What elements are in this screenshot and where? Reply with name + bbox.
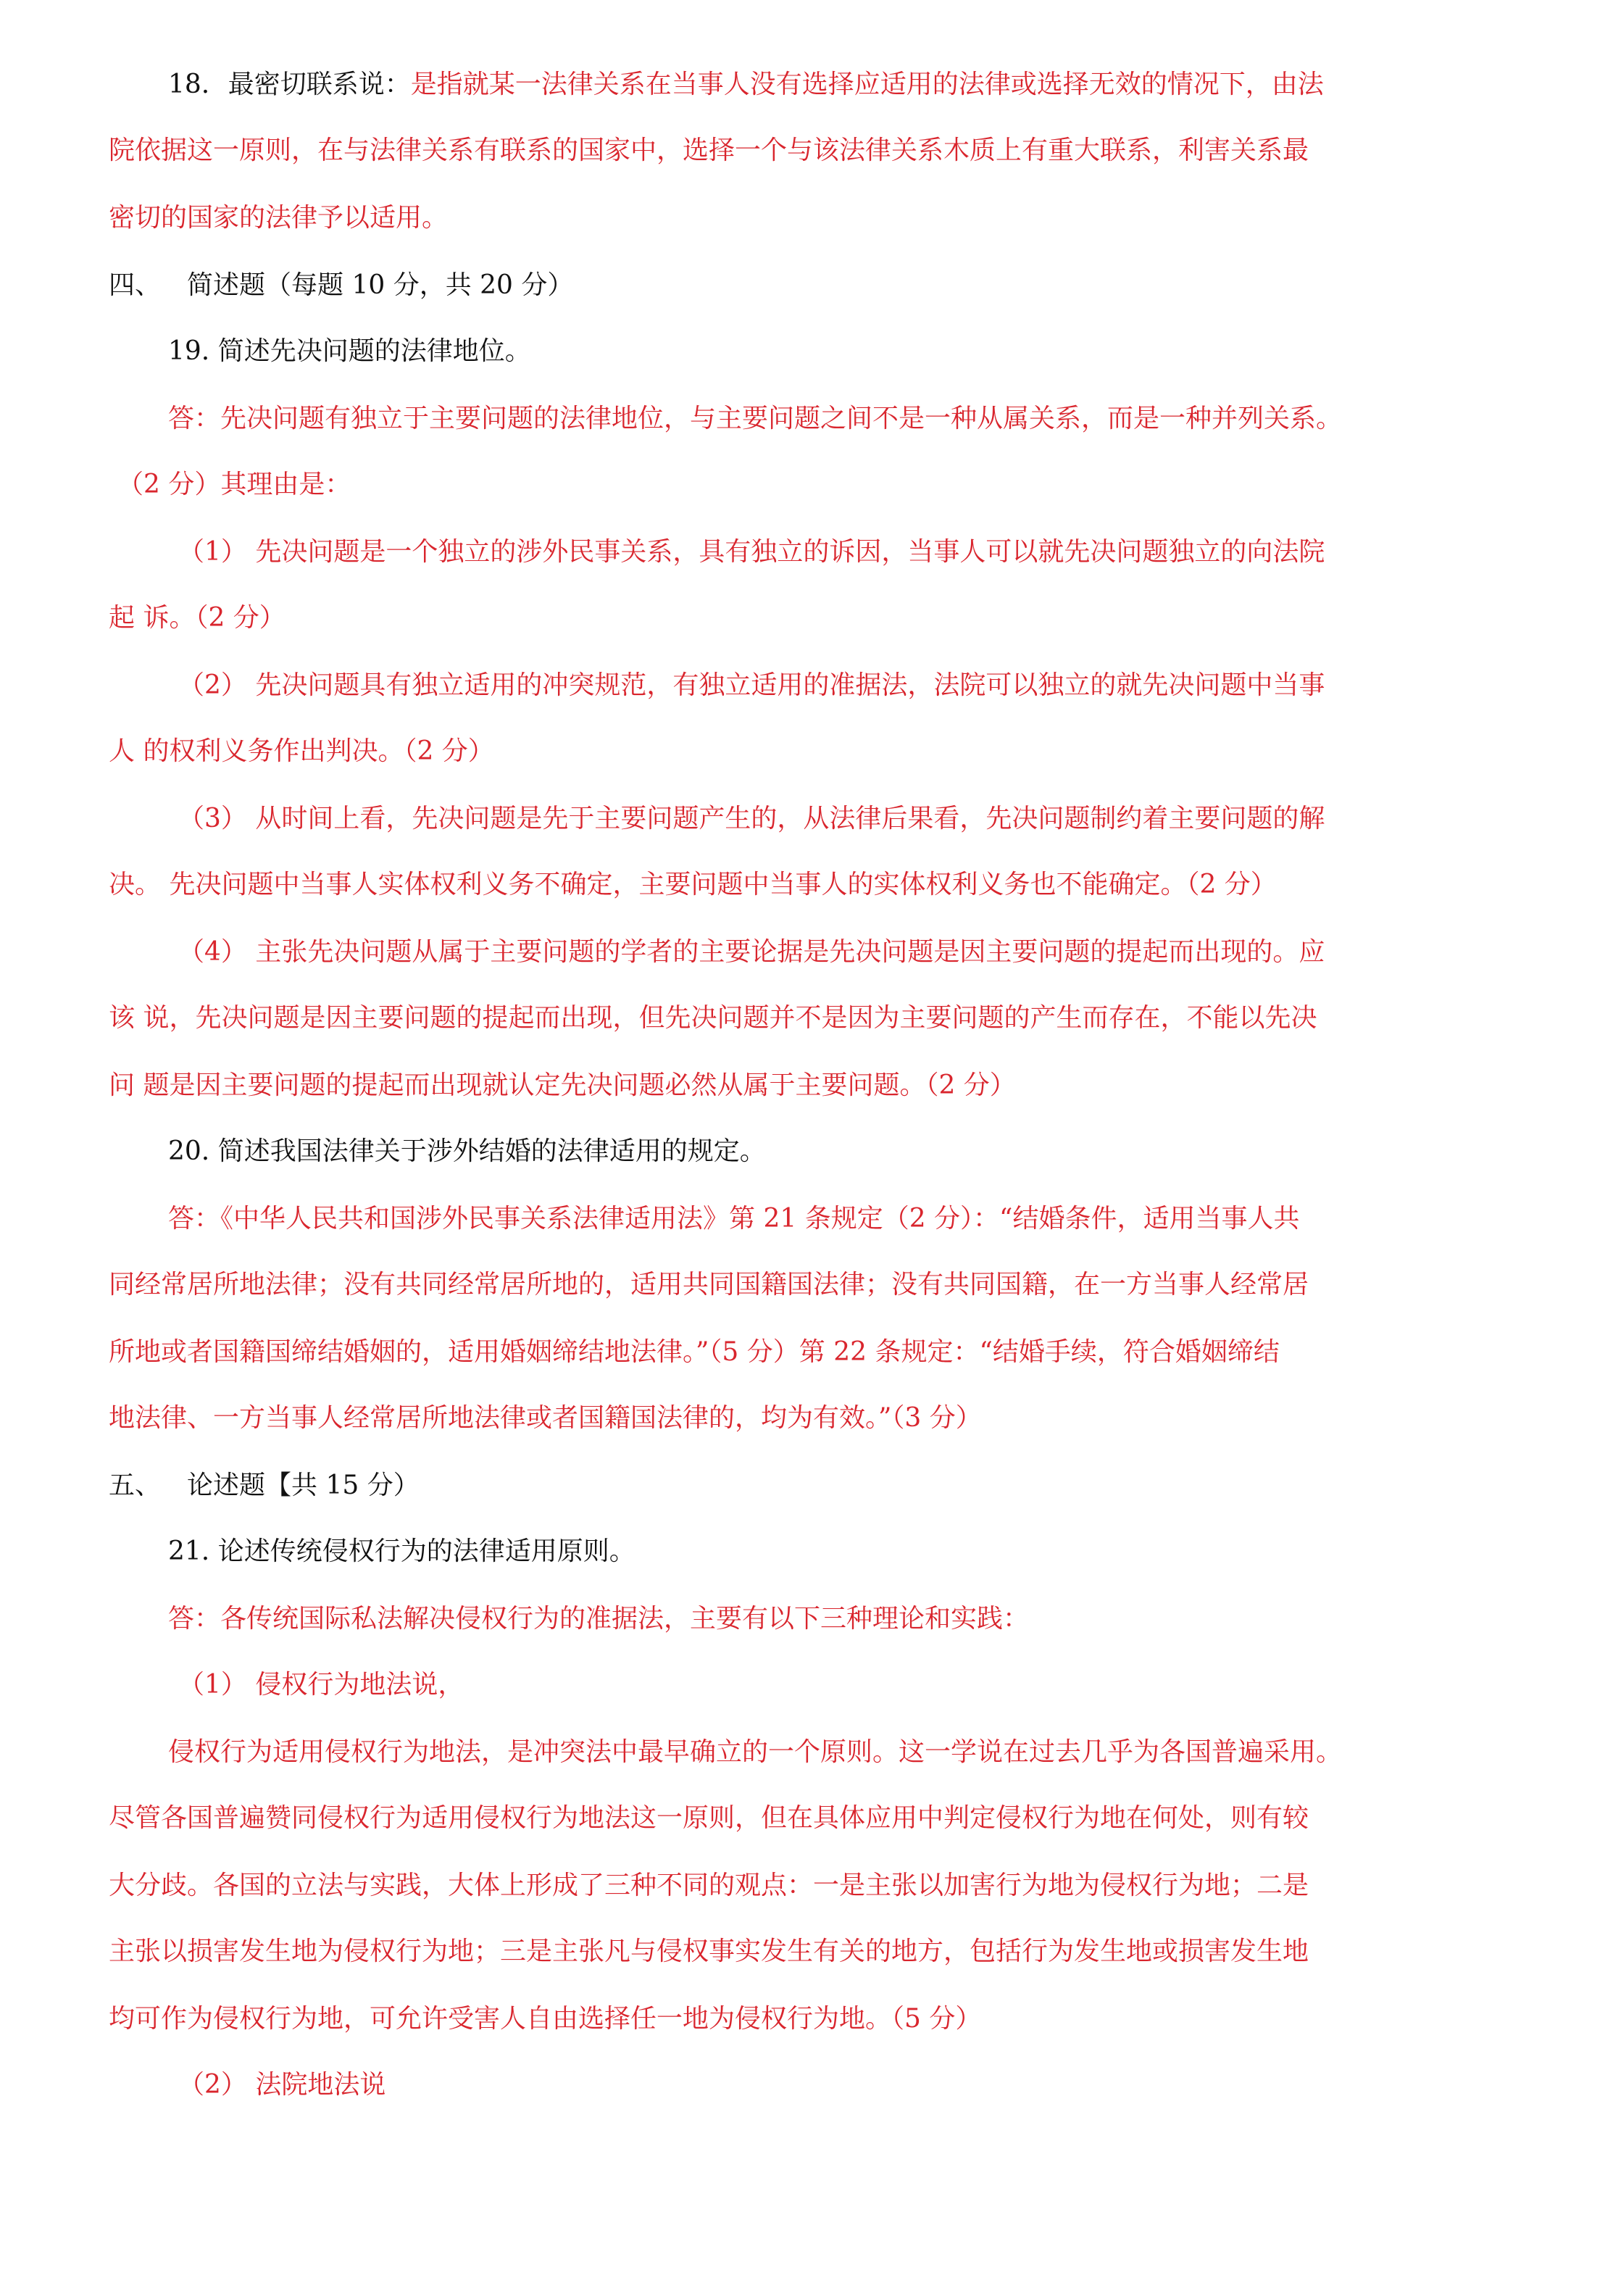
q19-answer-line-2: （2 分）其理由是： [117, 470, 351, 499]
q21-point-1-line-1: 侵权行为适用侵权行为地法，是冲突法中最早确立的一个原则。这一学说在过去几乎为各国普遍采用。 [168, 1737, 1343, 1767]
q19-answer-line-1: 答：先决问题有独立于主要问题的法律地位，与主要问题之间不是一种从属关系，而是一种并列关系。 [168, 404, 1343, 433]
section-four-heading: 四、 简述题（每题 10 分，共 20 分） [109, 270, 574, 300]
q19-reason-4-line-3: 问 题是因主要问题的提起而出现就认定先决问题必然从属于主要问题。（2 分） [109, 1070, 1016, 1100]
q18-definition-1: 是指就某一法律关系在当事人没有选择应适用的法律或选择无效的情况下，由法 [410, 70, 1324, 99]
q20-title: 20. 简述我国法律关于涉外结婚的法律适用的规定。 [168, 1136, 766, 1166]
q19-reason-1-line-1: （1） 先决问题是一个独立的涉外民事关系，具有独立的诉因，当事人可以就先决问题独立的向法院 [178, 537, 1325, 567]
q21-point-1-line-3: 大分歧。各国的立法与实践，大体上形成了三种不同的观点：一是主张以加害行为地为侵权行为地；二是 [109, 1871, 1309, 1900]
q19-reason-1-line-2: 起 诉。（2 分） [109, 603, 285, 633]
q18-definition-2: 院依据这一原则，在与法律关系有联系的国家中，选择一个与该法律关系木质上有重大联系，利害关系最 [109, 136, 1309, 165]
q20-answer-line-4: 地法律、一方当事人经常居所地法律或者国籍国法律的，均为有效。”（3 分） [109, 1403, 982, 1433]
q21-point-1-heading: （1） 侵权行为地法说， [178, 1670, 464, 1700]
q19-reason-2-line-2: 人 的权利义务作出判决。（2 分） [109, 736, 494, 766]
q20-answer-line-2: 同经常居所地法律；没有共同经常居所地的，适用共同国籍国法律；没有共同国籍，在一方当事人经常居 [109, 1270, 1309, 1299]
q20-answer-line-1: 答：《中华人民共和国涉外民事关系法律适用法》第 21 条规定（2 分）：“结婚条件，适用当事人共 [168, 1204, 1300, 1234]
q18-number: 18. [168, 70, 210, 99]
q19-reason-4-line-1: （4） 主张先决问题从属于主要问题的学者的主要论据是先决问题是因主要问题的提起而出现的。应 [178, 937, 1325, 967]
q19-title: 19. 简述先决问题的法律地位。 [168, 336, 531, 366]
q20-answer-line-3: 所地或者国籍国缔结婚姻的，适用婚姻缔结地法律。”（5 分）第 22 条规定：“结婚手续，符合婚姻缔结 [109, 1337, 1280, 1367]
q21-point-1-line-4: 主张以损害发生地为侵权行为地；三是主张凡与侵权事实发生有关的地方，包括行为发生地或损害发生地 [109, 1937, 1309, 1966]
q19-reason-3-line-2: 决。 先决问题中当事人实体权利义务不确定，主要问题中当事人的实体权利义务也不能确定。（2 分） [109, 870, 1277, 899]
q19-reason-2-line-1: （2） 先决问题具有独立适用的冲突规范，有独立适用的准据法，法院可以独立的就先决问题中当事 [178, 670, 1325, 700]
q21-point-1-line-5: 均可作为侵权行为地，可允许受害人自由选择任一地为侵权行为地。（5 分） [109, 2004, 982, 2034]
q18-definition-3: 密切的国家的法律予以适用。 [109, 203, 449, 233]
q21-point-1-line-2: 尽管各国普遍赞同侵权行为适用侵权行为地法这一原则，但在具体应用中判定侵权行为地在何处，则有较 [109, 1803, 1309, 1833]
section-five-heading: 五、 论述题【共 15 分） [109, 1471, 420, 1500]
q21-answer-line-1: 答：各传统国际私法解决侵权行为的准据法，主要有以下三种理论和实践： [168, 1604, 1030, 1634]
q18-line-1 [168, 68, 1514, 101]
q21-title: 21. 论述传统侵权行为的法律适用原则。 [168, 1536, 635, 1566]
q19-reason-4-line-2: 该 说，先决问题是因主要问题的提起而出现，但先决问题并不是因为主要问题的产生而存在，不能以先决 [109, 1003, 1317, 1033]
q21-point-2-heading: （2） 法院地法说 [178, 2070, 386, 2100]
q18-term: 最密切联系说： [228, 70, 411, 99]
q19-reason-3-line-1: （3） 从时间上看，先决问题是先于主要问题产生的，从法律后果看，先决问题制约着主要问题的解 [178, 804, 1325, 833]
